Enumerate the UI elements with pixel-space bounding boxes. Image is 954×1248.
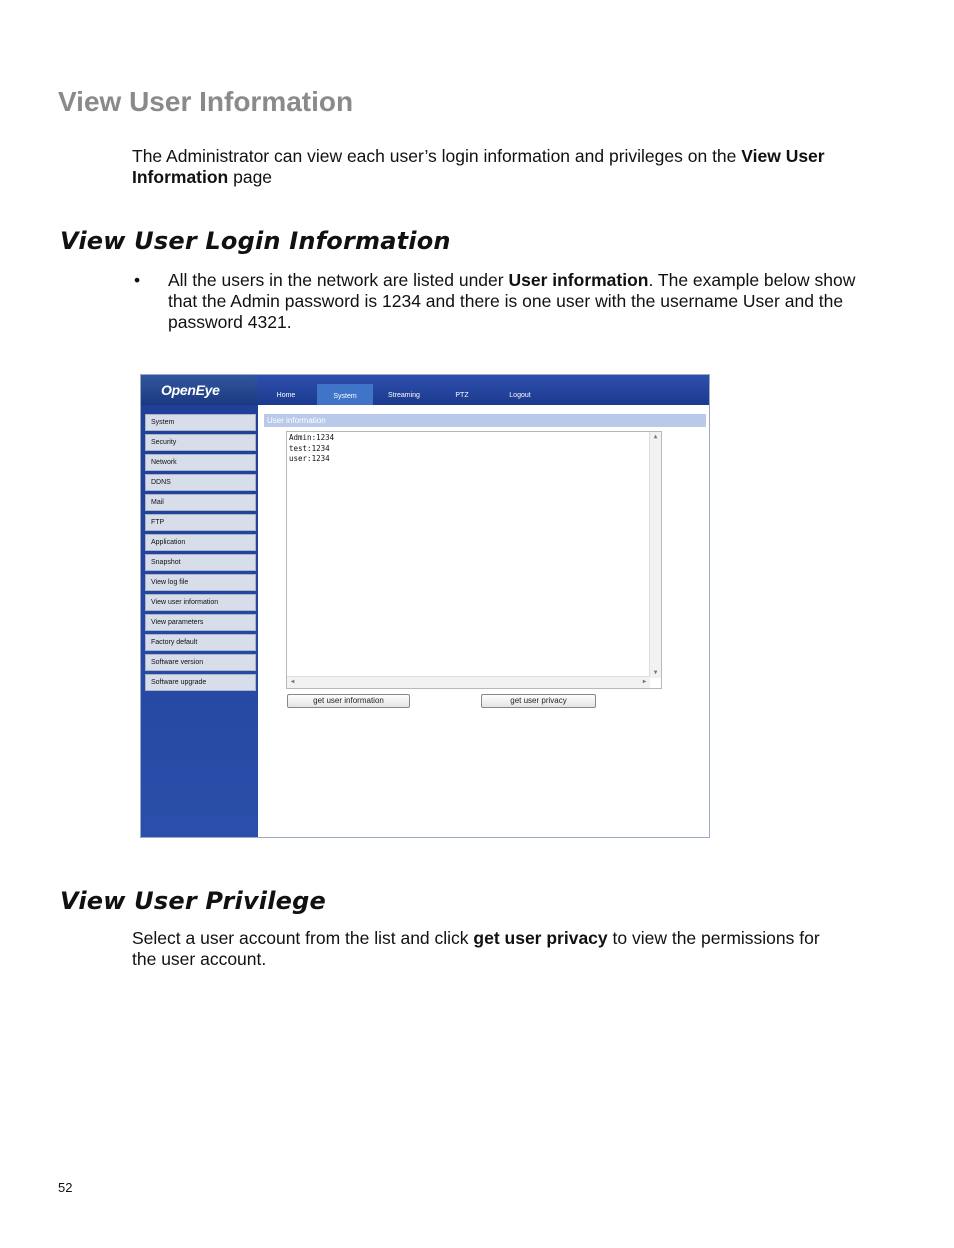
scroll-left-icon[interactable]: ◀: [290, 678, 295, 685]
content-header: User information: [264, 414, 706, 427]
sidebar-item-software-upgrade[interactable]: Software upgrade: [145, 674, 256, 691]
intro-text-end: page: [228, 167, 273, 187]
section-heading-privilege: View User Privilege: [60, 887, 326, 915]
page-number: 52: [58, 1180, 73, 1195]
sidebar-item-view-log-file[interactable]: View log file: [145, 574, 256, 591]
section-heading-login: View User Login Information: [60, 227, 451, 255]
sidebar-item-software-version[interactable]: Software version: [145, 654, 256, 671]
privilege-text-end: to view the permissions for the user account.: [132, 928, 820, 969]
vertical-scrollbar[interactable]: [649, 432, 661, 678]
sidebar-item-ddns[interactable]: DDNS: [145, 474, 256, 491]
sidebar-item-mail[interactable]: Mail: [145, 494, 256, 511]
tab-logout[interactable]: Logout: [509, 392, 531, 399]
privilege-bold: get user privacy: [473, 928, 608, 948]
list-item[interactable]: Admin:1234: [289, 433, 335, 442]
get-user-information-button[interactable]: get user information: [287, 694, 410, 708]
scroll-up-icon[interactable]: ▲: [653, 433, 658, 440]
intro-bold: View User Information: [132, 146, 825, 187]
page-title: View User Information: [58, 86, 354, 117]
sidebar-item-ftp[interactable]: FTP: [145, 514, 256, 531]
intro-text: The Administrator can view each user’s login information and privileges on the: [132, 146, 742, 166]
bullet-text: All the users in the network are listed under: [168, 270, 509, 290]
sidebar-item-view-user-information[interactable]: View user information: [145, 594, 256, 611]
app-topbar: [141, 375, 709, 405]
bullet-icon: •: [134, 270, 141, 290]
openeye-screenshot: [140, 374, 710, 838]
list-item[interactable]: user:1234: [289, 454, 330, 463]
privilege-text: Select a user account from the list and click: [132, 928, 474, 948]
sidebar-item-factory-default[interactable]: Factory default: [145, 634, 256, 651]
sidebar-item-system[interactable]: System: [145, 414, 256, 431]
sidebar-item-security[interactable]: Security: [145, 434, 256, 451]
privilege-paragraph: [132, 928, 832, 970]
sidebar-item-application[interactable]: Application: [145, 534, 256, 551]
tab-streaming[interactable]: Streaming: [388, 392, 420, 399]
sidebar-item-network[interactable]: Network: [145, 454, 256, 471]
intro-paragraph: [132, 146, 832, 188]
scroll-right-icon[interactable]: ▶: [642, 678, 647, 685]
tab-home[interactable]: Home: [276, 392, 296, 399]
sidebar-item-snapshot[interactable]: Snapshot: [145, 554, 256, 571]
tab-system[interactable]: System: [317, 384, 373, 405]
list-item[interactable]: test:1234: [289, 443, 330, 453]
bullet-text-end: . The example below show that the Admin password is 1234 and there is one user with the username User and the password 4321.: [168, 270, 856, 332]
horizontal-scrollbar[interactable]: [287, 676, 650, 688]
bullet-paragraph: [168, 270, 858, 333]
sidebar: [141, 405, 258, 837]
brand-logo: OpenEye: [141, 375, 257, 405]
get-user-privacy-button[interactable]: get user privacy: [481, 694, 596, 708]
sidebar-item-view-parameters[interactable]: View parameters: [145, 614, 256, 631]
user-list-box[interactable]: [286, 431, 662, 689]
tab-ptz[interactable]: PTZ: [455, 392, 469, 399]
scroll-down-icon[interactable]: ▼: [653, 669, 658, 676]
bullet-bold: User information: [508, 270, 649, 290]
